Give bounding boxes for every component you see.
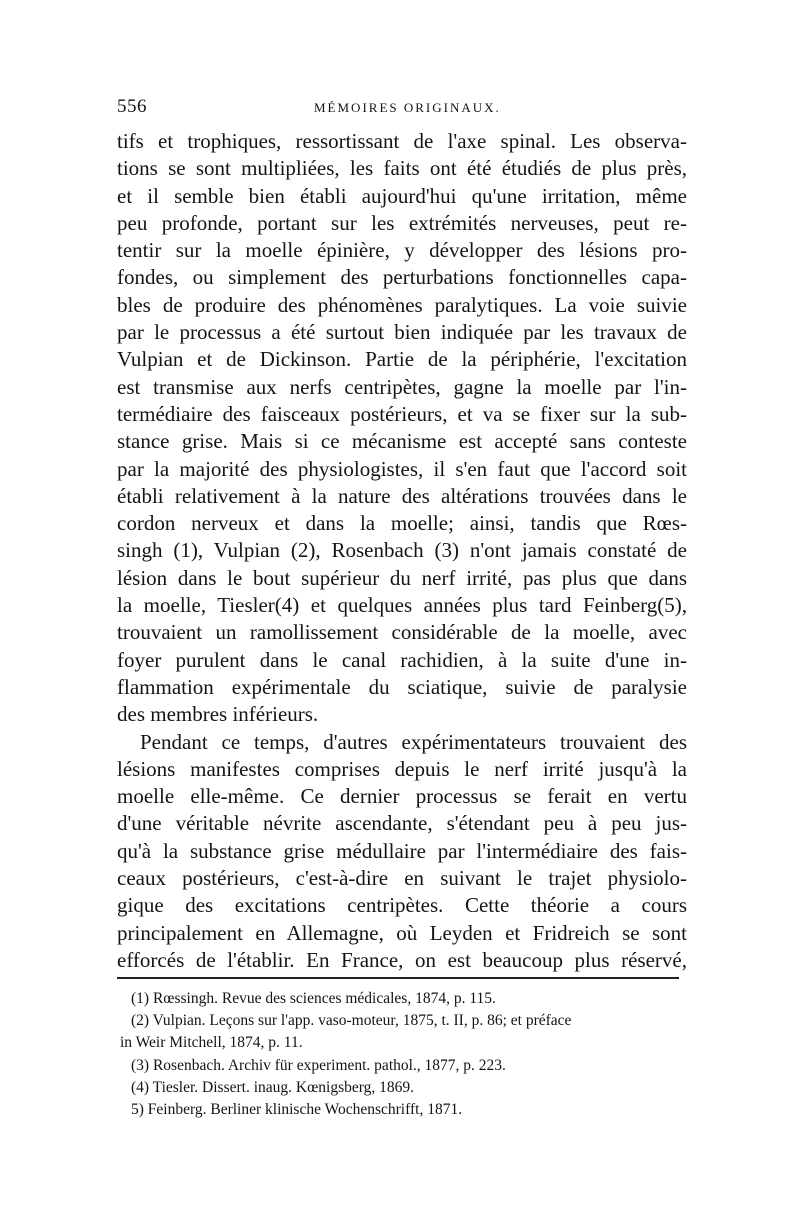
text-line: trouvaient un ramollissement considérable de la moelle, avec [117,620,687,645]
running-head [117,96,687,120]
text-line: tentir sur la moelle épinière, y développer des lésions pro- [117,238,687,263]
footnote-4: (4) Tiesler. Dissert. inaug. Kœnigsberg, 1869. [131,1078,415,1096]
text-line: efforcés de l'établir. En France, on est beaucoup plus réservé, [117,947,687,972]
text-line: foyer purulent dans le canal rachidien, à la suite d'une in- [117,647,687,672]
text-line: lésions manifestes comprises depuis le nerf irrité jusqu'à la [117,756,687,781]
text-line: flammation expérimentale du sciatique, suivie de paralysie [117,674,687,699]
paragraph-end-line: des membres inférieurs. [117,702,319,727]
body-text [117,128,687,974]
footnote-divider [117,977,679,979]
text-line: la moelle, Tiesler(4) et quelques années plus tard Feinberg(5), [117,593,687,618]
text-line: par la majorité des physiologistes, il s'en faut que l'accord soit [117,456,687,481]
paragraph-start-line: Pendant ce temps, d'autres expérimentateurs trouvaient des [140,729,687,754]
text-line: par le processus a été surtout bien indiquée par les travaux de [117,320,687,345]
text-line: ceaux postérieurs, c'est-à-dire en suivant le trajet physiolo- [117,866,687,891]
text-line: termédiaire des faisceaux postérieurs, et va se fixer sur la sub- [117,401,687,426]
footnote-5: 5) Feinberg. Berliner klinische Wochenschrifft, 1871. [131,1101,463,1119]
text-line: peu profonde, portant sur les extrémités nerveuses, peut re- [117,210,687,235]
text-line: cordon nerveux et dans la moelle; ainsi, tandis que Rœs- [117,511,687,536]
footnote-1: (1) Rœssingh. Revue des sciences médicales, 1874, p. 115. [131,990,496,1007]
text-line: établi relativement à la nature des altérations trouvées dans le [117,483,687,508]
text-line: Vulpian et de Dickinson. Partie de la périphérie, l'excitation [117,347,687,372]
page-number: 556 [117,96,147,117]
text-line: qu'à la substance grise médullaire par l'intermédiaire des fais- [117,838,687,863]
text-line: bles de produire des phénomènes paralytiques. La voie suivie [117,292,687,317]
footnote-2-continuation: in Weir Mitchell, 1874, p. 11. [120,1034,303,1052]
text-line: d'une véritable névrite ascendante, s'étendant peu à peu jus- [117,811,687,836]
text-line: singh (1), Vulpian (2), Rosenbach (3) n'ont jamais constaté de [117,538,687,563]
text-line: stance grise. Mais si ce mécanisme est accepté sans conteste [117,429,687,454]
text-line: tifs et trophiques, ressortissant de l'axe spinal. Les observa- [117,129,687,153]
text-line: tions se sont multipliées, les faits ont été étudiés de plus près, [117,156,687,181]
text-line: principalement en Allemagne, où Leyden et Fridreich se sont [117,920,687,945]
text-line: et il semble bien établi aujourd'hui qu'une irritation, même [117,183,687,208]
footnotes [117,988,687,1121]
text-line: moelle elle-même. Ce dernier processus se ferait en vertu [117,784,687,809]
text-line: fondes, ou simplement des perturbations fonctionnelles capa- [117,265,687,290]
footnote-3: (3) Rosenbach. Archiv für experiment. pathol., 1877, p. 223. [131,1056,506,1074]
running-title: MÉMOIRES ORIGINAUX. [314,100,501,115]
text-line: lésion dans le bout supérieur du nerf irrité, pas plus que dans [117,565,687,590]
text-line: est transmise aux nerfs centripètes, gagne la moelle par l'in- [117,374,687,399]
footnote-2: (2) Vulpian. Leçons sur l'app. vaso-moteur, 1875, t. II, p. 86; et préface [131,1012,572,1030]
text-line: gique des excitations centripètes. Cette théorie a cours [117,893,687,918]
